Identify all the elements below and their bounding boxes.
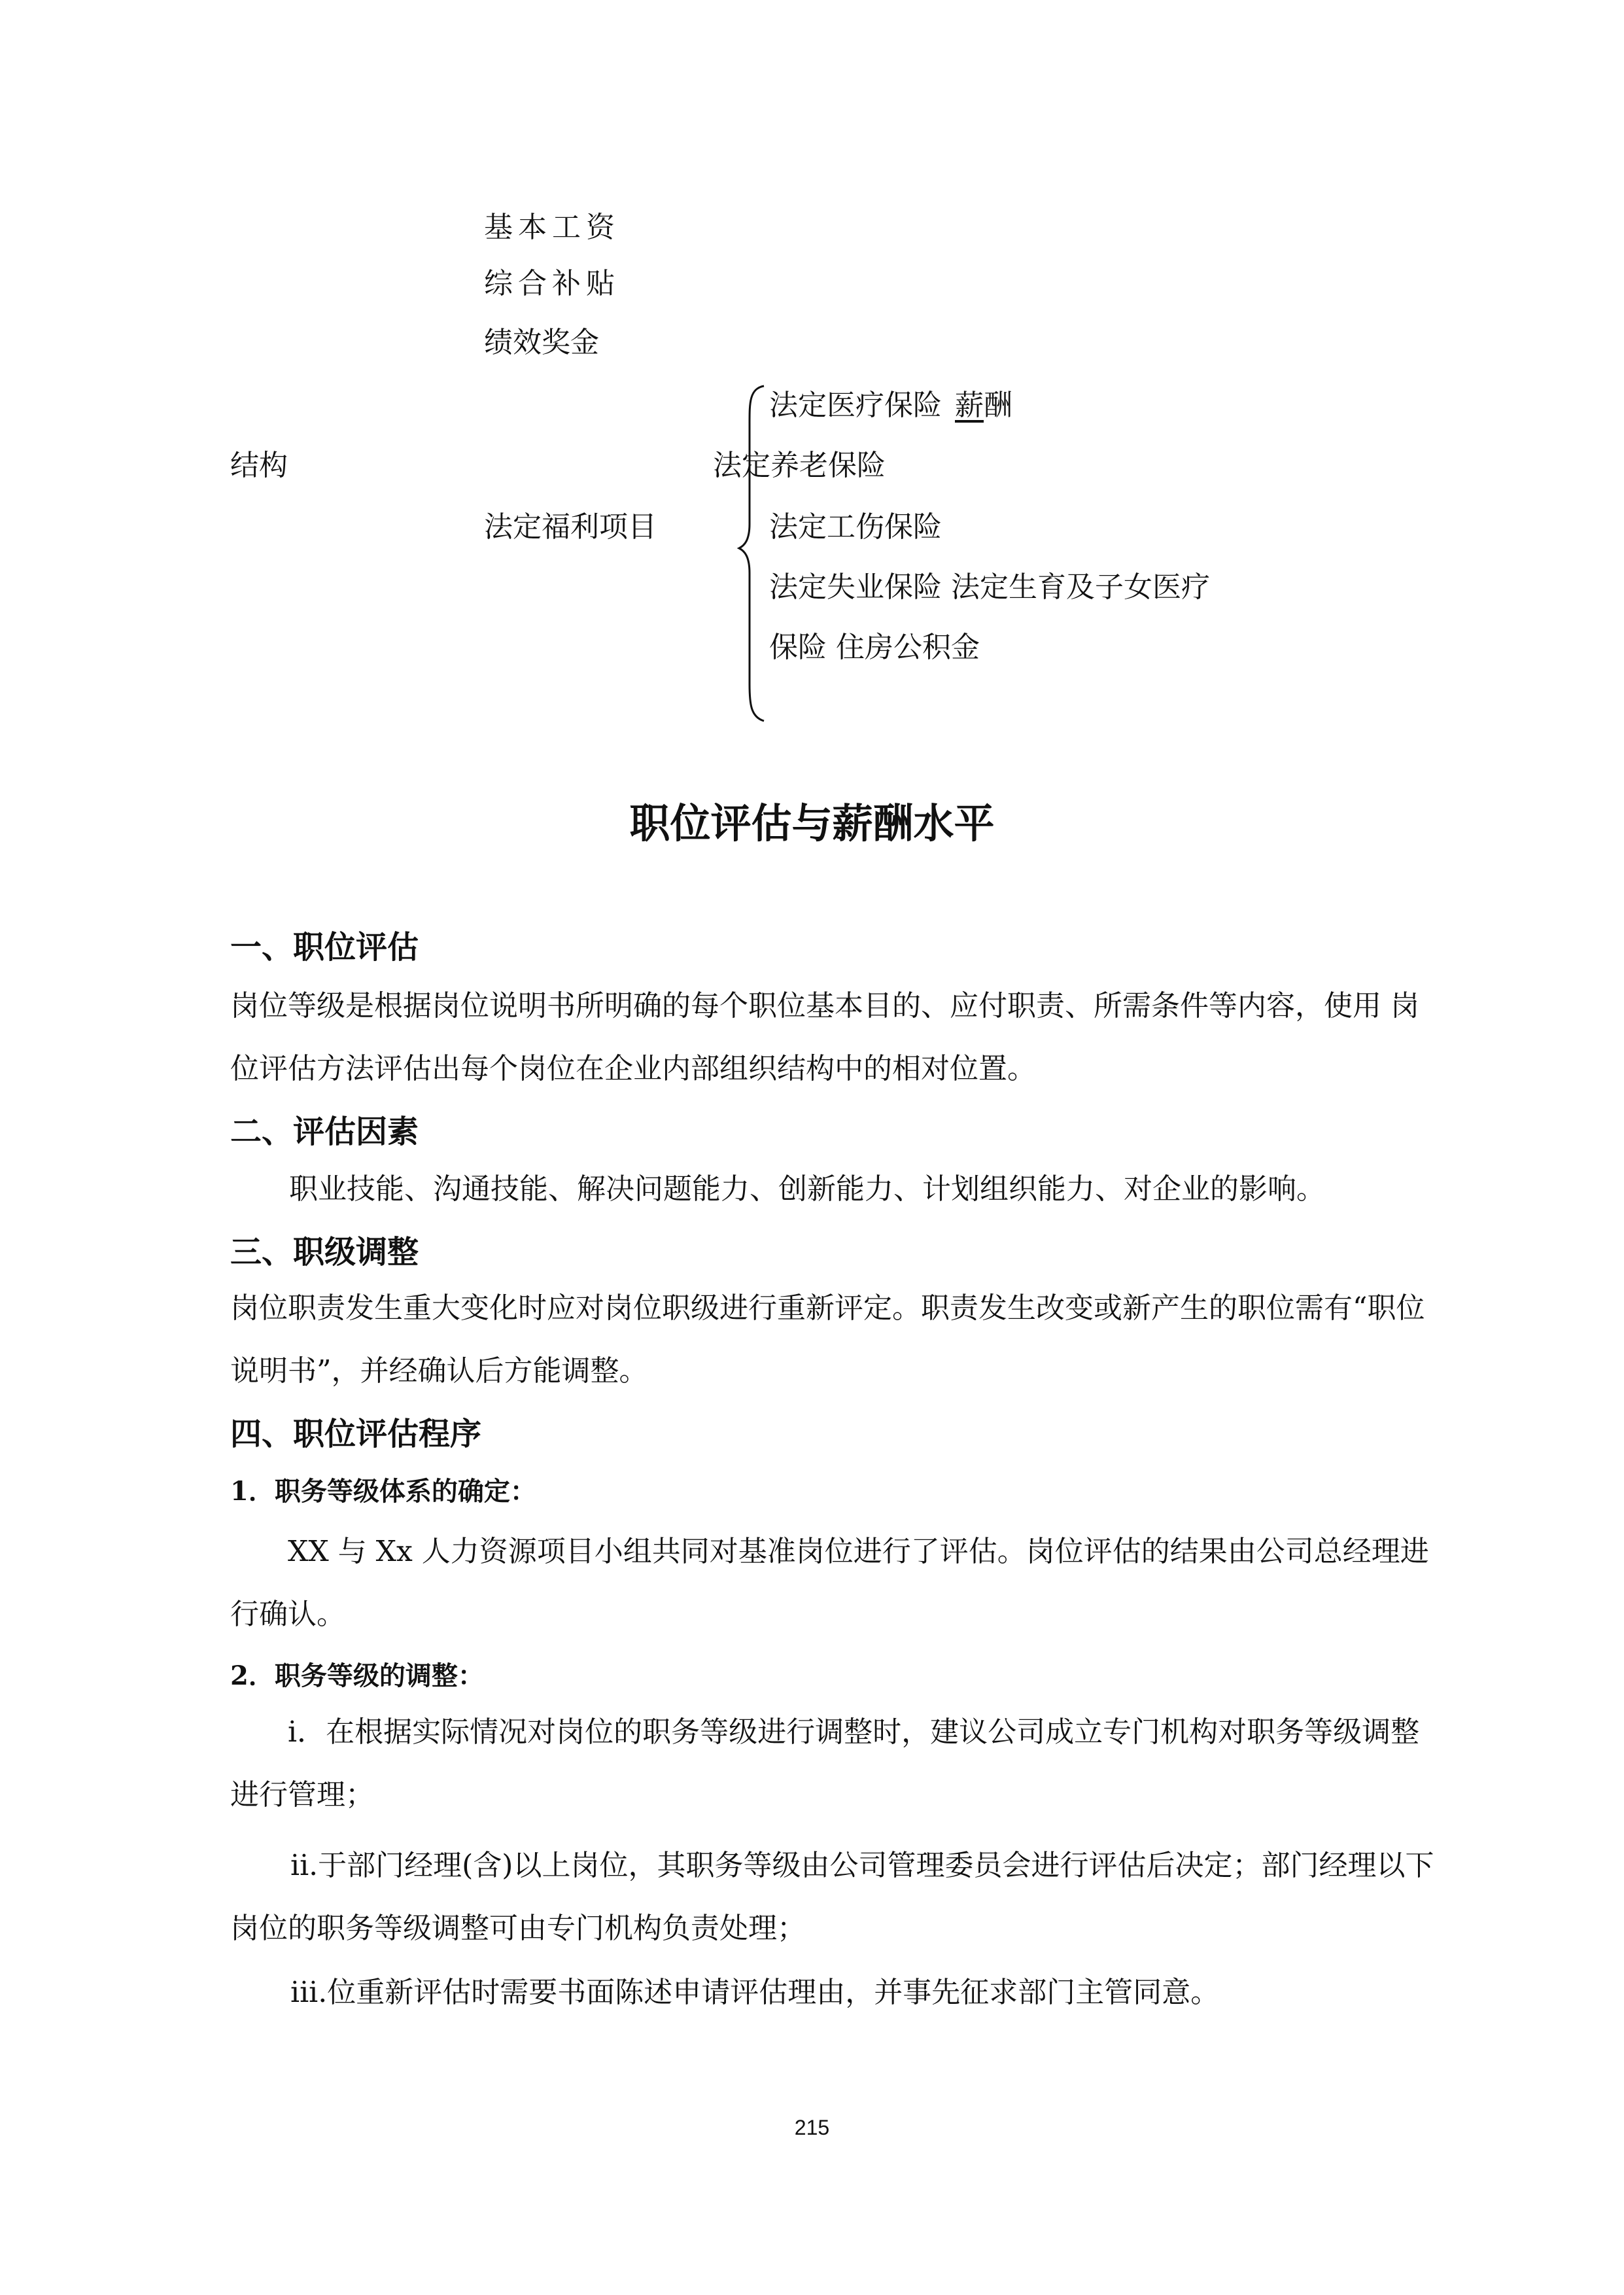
section-body-2: 职业技能、沟通技能、解决问题能力、创新能力、计划组织能力、对企业的影响。 [289,1172,1325,1206]
page-title: 职位评估与薪酬水平 [629,799,995,847]
page-number: 215 [794,2116,830,2139]
welfare-item-xin: 薪 [955,389,984,422]
section-body-1: 岗位等级是根据岗位说明书所明确的每个职位基本目的、应付职责、所需条件等内容，使用 岗位评估方法评估出每个岗位在企业内部组织结构中的相对位置。 [230,989,1419,1085]
structure-item-bonus: 绩效奖金 [484,326,599,359]
adjustment-item-1: i．在根据实际情况对岗位的职务等级进行调整时，建议公司成立专门机构对职务等级调整进行管理； [230,1715,1420,1812]
welfare-item-chou: 酬 [984,389,1012,422]
section-heading-2: 二、评估因素 [230,1113,419,1150]
section-body-3: 岗位职责发生重大变化时应对岗位职级进行重新评定。职责发生改变或新产生的职位需有“职位说明书”，并经确认后方能调整。 [230,1291,1425,1388]
section-heading-4: 四、职位评估程序 [230,1416,482,1452]
subsection-heading-1: 1．职务等级体系的确定： [230,1476,536,1507]
section-heading-3: 三、职级调整 [230,1234,419,1270]
structure-item-allowance: 综合补贴 [484,267,620,300]
adjustment-item-3: iii.位重新评估时需要书面陈述申请评估理由，并事先征求部门主管同意。 [290,1976,1220,2009]
curly-brace-icon [731,383,784,724]
welfare-item-injury: 法定工伤保险 [769,510,942,544]
structure-left-label: 结构 [230,449,288,482]
adjustment-item-2: ii.于部门经理(含)以上岗位，其职务等级由公司管理委员会进行评估后决定；部门经理以下岗位的职务等级调整可由专门机构负责处理； [230,1849,1434,1945]
welfare-item-unemployment: 法定失业保险 法定生育及子女医疗 [769,570,1210,604]
structure-item-basic-salary: 基本工资 [484,211,620,244]
welfare-item-medical: 法定医疗保险 [769,389,942,422]
section-heading-1: 一、职位评估 [230,929,419,966]
subsection-heading-2: 2．职务等级的调整： [230,1660,484,1691]
subsection-body-1: XX 与 Xx 人力资源项目小组共同对基准岗位进行了评估。岗位评估的结果由公司总经理进行确认。 [230,1535,1429,1631]
welfare-label: 法定福利项目 [484,510,657,544]
welfare-item-housing: 保险 住房公积金 [769,631,980,664]
welfare-item-pension: 法定养老保险 [713,449,886,482]
